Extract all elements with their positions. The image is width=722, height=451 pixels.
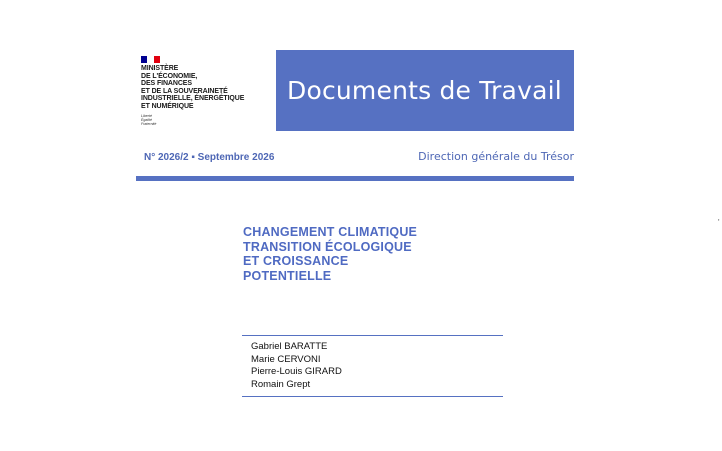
authors-top-divider — [242, 335, 503, 336]
title-line: POTENTIELLE — [243, 268, 332, 283]
title-line: ET CROISSANCE — [243, 254, 349, 268]
author-name: Romain Grept — [251, 378, 311, 390]
ministry-logo — [141, 56, 271, 126]
header-divider — [136, 176, 574, 181]
author-name: Marie CERVONI — [251, 353, 321, 365]
title-line: TRANSITION ÉCOLOGIQUE — [243, 239, 412, 254]
issue-number: N° 2026/2 ▪ Septembre 2026 — [144, 152, 275, 163]
series-title: Documents de Travail — [287, 76, 562, 105]
title-line: CHANGEMENT CLIMATIQUE — [243, 225, 418, 239]
publisher-direction: Direction générale du Trésor — [418, 150, 574, 163]
series-banner — [276, 50, 574, 131]
author-name: Pierre-Louis GIRARD — [251, 366, 342, 378]
authors-list — [251, 341, 342, 391]
french-flag-icon — [141, 56, 160, 63]
republic-motto: Liberté Égalité Fraternité — [141, 113, 157, 126]
authors-bottom-divider — [242, 396, 503, 397]
ministry-name: MINISTÈRE DE L'ÉCONOMIE, DES FINANCES ET DE LA SOUVERAINETÉ INDUSTRIELLE, ÉNERGÉTIQUE ET NUMÉRIQUE — [141, 65, 245, 110]
document-title — [243, 225, 417, 283]
author-name: Gabriel BARATTE — [251, 341, 328, 352]
edge-glyph: ' — [718, 218, 720, 227]
